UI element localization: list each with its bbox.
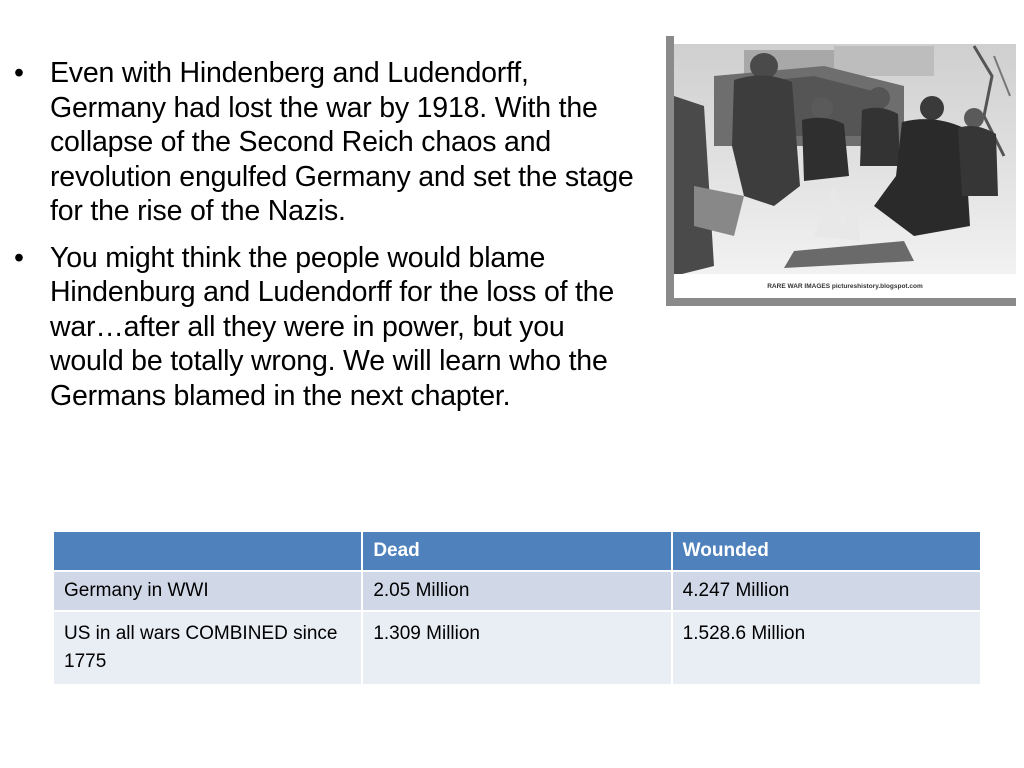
- bullet-list: [12, 56, 640, 425]
- table-header-cell: [53, 531, 362, 571]
- table-cell: 4.247 Million: [672, 571, 981, 611]
- table-cell: 2.05 Million: [362, 571, 671, 611]
- soldiers-photo-illustration: [674, 36, 1016, 298]
- bullet-text: Even with Hindenberg and Ludendorff, Germany had lost the war by 1918. With the collapse of the Second Reich chaos and revolution engulfed Germany and set the stage for the rise of the Nazis.: [50, 57, 634, 227]
- bullet-marker: •: [14, 241, 24, 274]
- table-cell: 1.528.6 Million: [672, 611, 981, 685]
- table-cell: 1.309 Million: [362, 611, 671, 685]
- table-header-cell: Dead: [362, 531, 671, 571]
- table-row: [53, 611, 981, 685]
- photo-caption: RARE WAR IMAGES pictureshistory.blogspot.com: [767, 283, 923, 290]
- table-cell: Germany in WWI: [53, 571, 362, 611]
- table-row: [53, 571, 981, 611]
- casualties-table: [52, 530, 982, 686]
- bullet-text: You might think the people would blame Hindenburg and Ludendorff for the loss of the war…after all they were in power, but you would be totally wrong. We will learn who the Germans blamed in the next chapter.: [50, 241, 615, 412]
- table-header-row: [53, 531, 981, 571]
- table-cell: US in all wars COMBINED since 1775: [53, 611, 362, 685]
- soldiers-photo: [674, 36, 1016, 298]
- table-header-cell: Wounded: [672, 531, 981, 571]
- bullet-item: [12, 241, 640, 414]
- bullet-item: [12, 56, 640, 229]
- photo-frame: [666, 36, 1016, 306]
- bullet-marker: •: [14, 57, 24, 89]
